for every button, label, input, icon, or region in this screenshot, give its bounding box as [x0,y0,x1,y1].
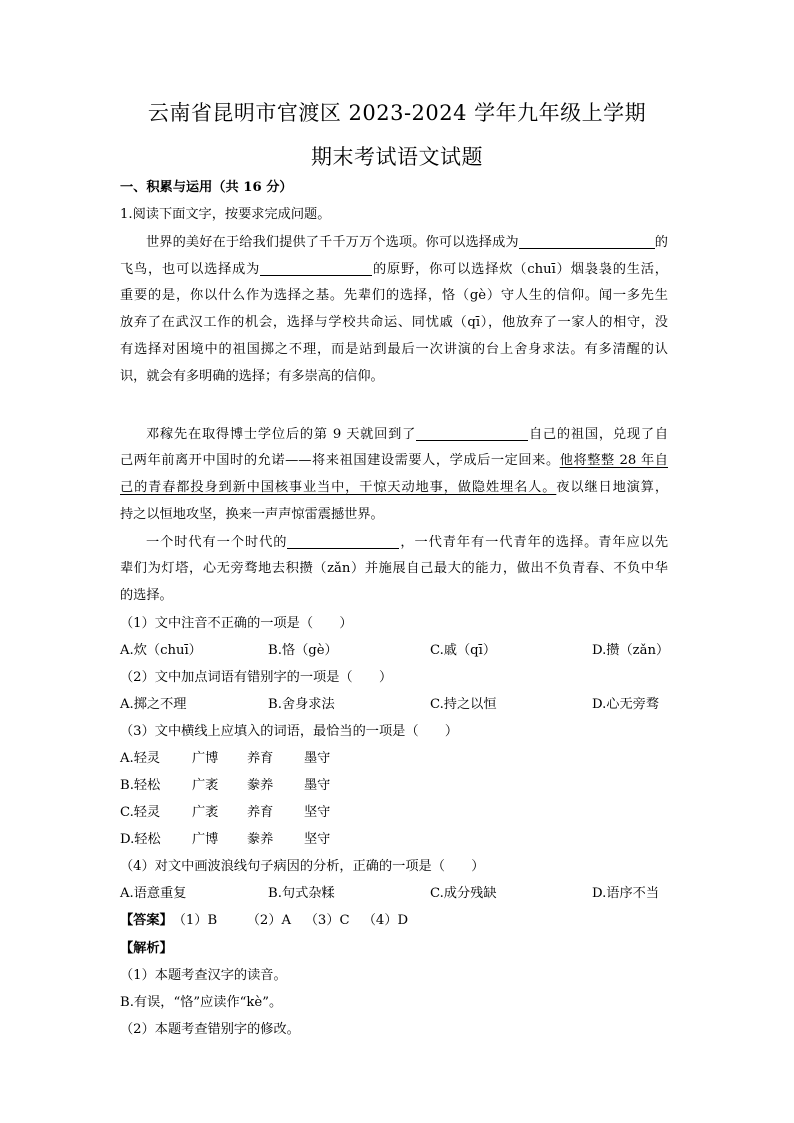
wavy-underlined-sentence: 己的青春都投身到新中国核事业当中，干惊天动地事，做隐姓埋名人。 [120,480,557,495]
sub-question-3-stem: （3）文中横线上应填入的词语，最恰当的一项是（ ） [120,724,459,739]
option-word: 豢养 [247,832,274,847]
sub1-option-c[interactable]: C.戚（qī） [430,643,497,658]
analysis-line: （2）本题考查错别字的修改。 [120,1022,300,1037]
option-word: B.轻松 [120,778,161,793]
passage-text: 自己的祖国，兑现了自 [528,427,669,442]
option-word: 养育 [247,805,274,820]
question-1-stem: 1.阅读下面文字，按要求完成问题。 [120,207,331,222]
fill-blank-2 [260,261,372,276]
passage-line: 的选择。 [120,588,173,603]
passage-line: 识，就会有多明确的选择；有多崇高的信仰。 [120,369,384,384]
sub4-option-c[interactable]: C.成分残缺 [430,886,497,901]
exam-title-line2: 期末考试语文试题 [311,145,483,169]
analysis-line: B.有误，“恪”应读作“kè”。 [120,995,283,1010]
passage-line [146,234,668,251]
sub2-option-a[interactable]: A.掷之不理 [120,697,187,712]
sub1-option-b[interactable]: B.恪（gè） [268,643,338,658]
answer-item: （1）B [172,913,218,928]
option-word: 广袤 [192,805,219,820]
option-word: C.轻灵 [120,805,161,820]
option-word: 广博 [192,751,219,766]
passage-line: 有选择对困境中的祖国掷之不理，而是站到最后一次讲演的台上舍身求法。有多清醒的认 [120,342,668,357]
passage-line [120,480,668,496]
option-word: 墨守 [304,751,331,766]
sub-question-1-stem: （1）文中注音不正确的一项是（ ） [120,616,353,631]
option-word: 墨守 [304,778,331,793]
option-word: 坚守 [304,832,331,847]
passage-line [146,534,668,551]
sub-question-4-stem: （4）对文中画波浪线句子病因的分析，正确的一项是（ ） [120,859,485,874]
answer-item: （3）C [304,913,350,928]
passage-line [146,426,668,443]
answer-row [120,913,408,929]
passage-text: 飞鸟，也可以选择成为 [120,262,261,277]
fill-blank-1 [519,234,655,249]
analysis-label: 【解析】 [120,941,173,956]
sub2-option-c[interactable]: C.持之以恒 [430,697,497,712]
fill-blank-3 [416,426,528,441]
passage-line: 重要的是，你以什么作为选择之基。先辈们的选择，恪（gè）守人生的信仰。闻一多先生 [120,288,668,303]
passage-text: 夜以继日地演算， [556,480,669,495]
wavy-underlined-sentence: 他将整整 28 年自 [559,453,668,468]
answer-label: 【答案】 [120,913,173,928]
passage-text: 的 [654,235,668,250]
sub2-option-b[interactable]: B.舍身求法 [268,697,335,712]
option-word: 养育 [247,751,274,766]
sub4-option-b[interactable]: B.句式杂糅 [268,886,335,901]
fill-blank-4 [287,534,399,549]
passage-line: 放弃了在武汉工作的机会，选择与学校共命运、同忧戚（qī），他放弃了一家人的相守，没 [120,315,668,330]
option-word: D.轻松 [120,832,161,847]
option-word: 豢养 [247,778,274,793]
passage-text: 邓稼先在取得博士学位后的第 9 天就回到了 [146,427,417,442]
sub4-option-a[interactable]: A.语意重复 [120,886,187,901]
passage-line: 持之以恒地攻坚，换来一声声惊雷震撼世界。 [120,507,384,522]
answer-item: （4）D [362,913,409,928]
passage-line [120,453,668,469]
sub2-option-d[interactable]: D.心无旁骛 [592,697,660,712]
passage-text: ，一代青年有一代青年的选择。青年应以先 [399,535,669,550]
passage-line: 辈们为灯塔，心无旁骛地去积攒（zǎn）并施展自己最大的能力，做出不负青春、不负中华 [120,561,668,576]
passage-text: 己两年前离开中国时的允诺——将来祖国建设需要人，学成后一定回来。 [120,453,560,468]
exam-title-line1: 云南省昆明市官渡区 2023-2024 学年九年级上学期 [147,101,647,125]
sub1-option-a[interactable]: A.炊（chuī） [120,643,202,658]
answer-item: （2）A [246,913,292,928]
option-word: A.轻灵 [120,751,161,766]
section-heading: 一、积累与运用（共 16 分） [120,180,293,195]
passage-text: 一个时代有一个时代的 [146,535,288,550]
passage-line [120,261,668,278]
option-word: 坚守 [304,805,331,820]
analysis-line: （1）本题考查汉字的读音。 [120,968,287,983]
option-word: 广博 [192,832,219,847]
sub4-option-d[interactable]: D.语序不当 [592,886,660,901]
sub-question-2-stem: （2）文中加点词语有错别字的一项是（ ） [120,670,393,685]
option-word: 广袤 [192,778,219,793]
sub1-option-d[interactable]: D.攒（zǎn） [592,643,670,658]
passage-text: 的原野，你可以选择炊（chuī）烟袅袅的生活， [372,262,668,277]
passage-text: 世界的美好在于给我们提供了千千万万个选项。你可以选择成为 [146,235,519,250]
